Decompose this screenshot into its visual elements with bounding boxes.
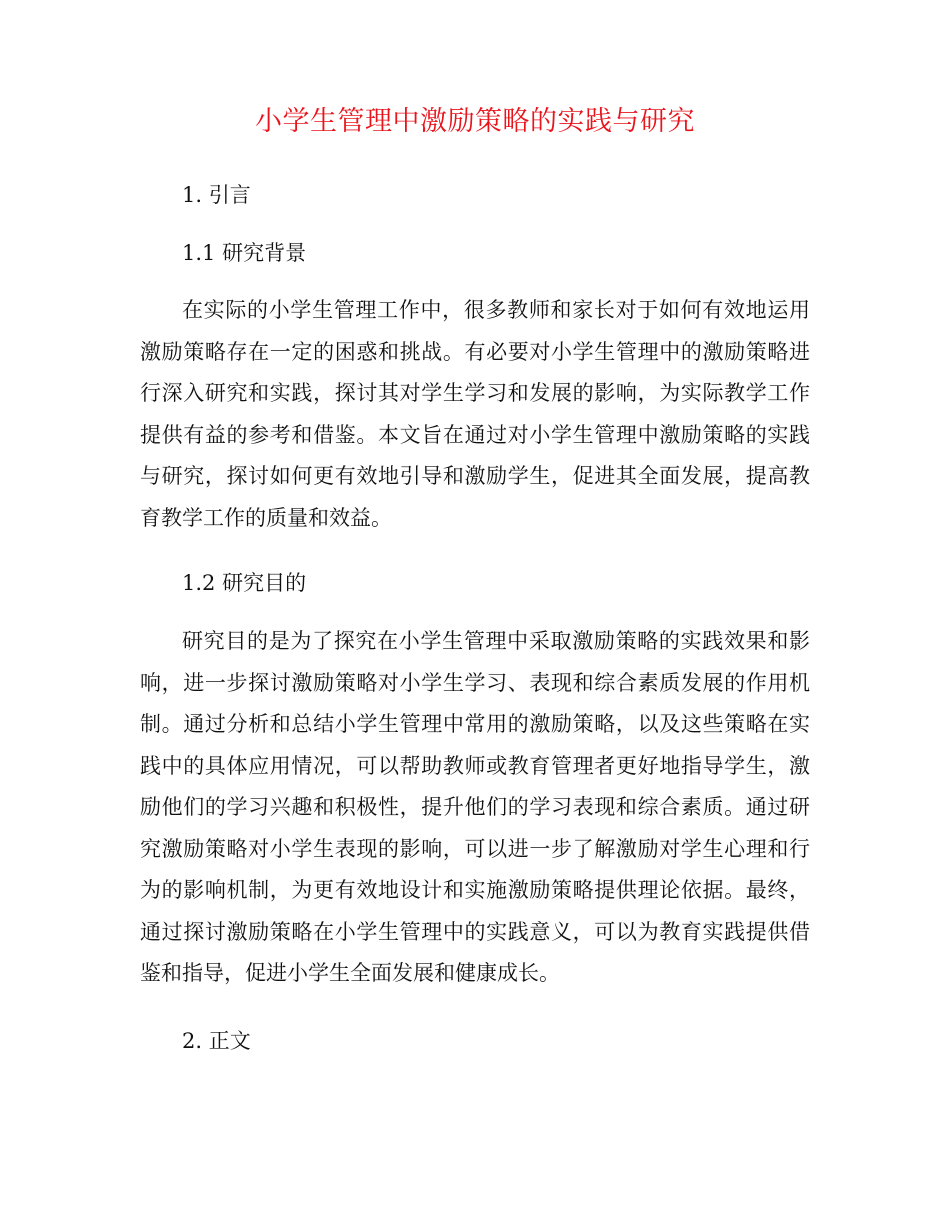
section-heading-research-purpose: 1.2 研究目的	[182, 571, 307, 595]
section-heading-introduction: 1. 引言	[182, 183, 251, 207]
paragraph-research-purpose: 研究目的是为了探究在小学生管理中采取激励策略的实践效果和影响，进一步探讨激励策略对小学生学习、表现和综合素质发展的作用机制。通过分析和总结小学生管理中常用的激励策略，以及这些策略在实践中的具体应用情况，可以帮助教师或教育管理者更好地指导学生，激励他们的学习兴趣和积极性，提升他们的学习表现和综合素质。通过研究激励策略对小学生表现的影响，可以进一步了解激励对学生心理和行为的影响机制，为更有效地设计和实施激励策略提供理论依据。最终，通过探讨激励策略在小学生管理中的实践意义，可以为教育实践提供借鉴和指导，促进小学生全面发展和健康成长。	[140, 629, 810, 985]
paragraph-research-background: 在实际的小学生管理工作中，很多教师和家长对于如何有效地运用激励策略存在一定的困惑和挑战。有必要对小学生管理中的激励策略进行深入研究和实践，探讨其对学生学习和发展的影响，为实际教学工作提供有益的参考和借鉴。本文旨在通过对小学生管理中激励策略的实践与研究，探讨如何更有效地引导和激励学生，促进其全面发展，提高教育教学工作的质量和效益。	[140, 298, 810, 530]
section-heading-main-body: 2. 正文	[182, 1029, 251, 1053]
document-title: 小学生管理中激励策略的实践与研究	[255, 106, 695, 137]
section-heading-research-background: 1.1 研究背景	[182, 241, 307, 265]
